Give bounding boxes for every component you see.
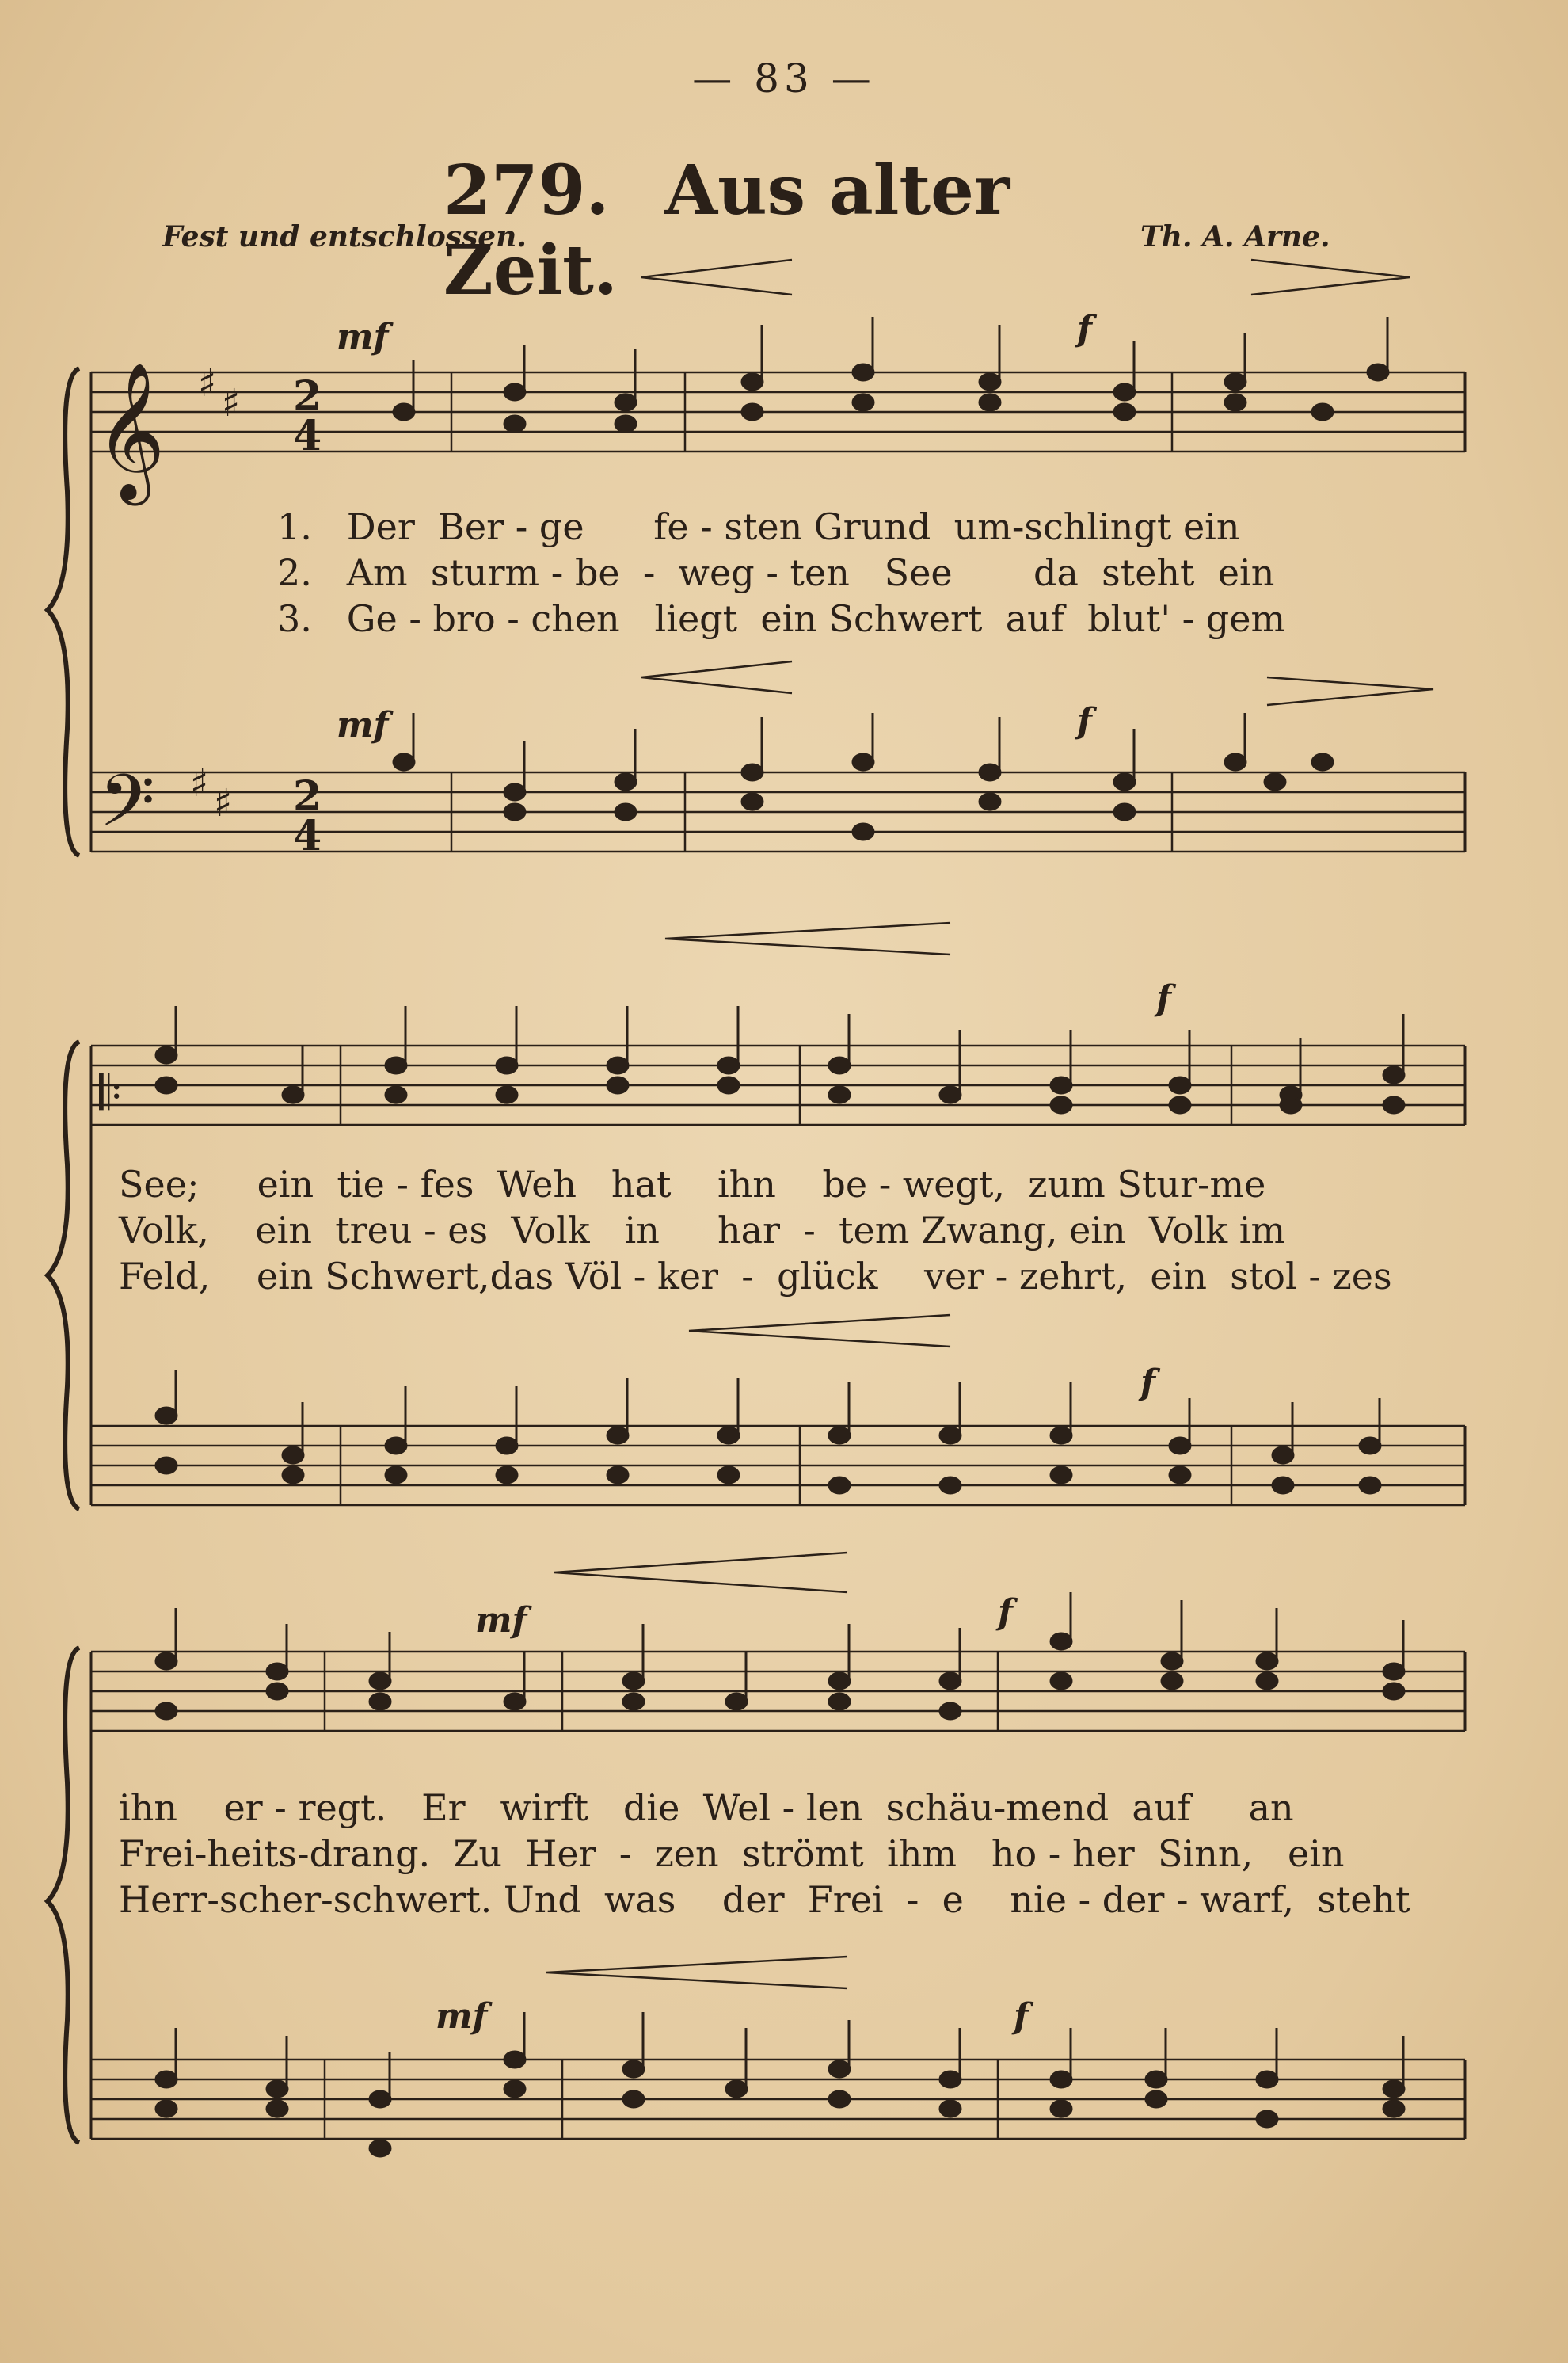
dynamic-f: f [1014, 1996, 1029, 2037]
staff-bass-2 [91, 1426, 1465, 1505]
dynamic-mf: mf [475, 1600, 527, 1641]
bass-clef-icon: 𝄢 [99, 759, 155, 860]
dynamic-mf: mf [337, 317, 389, 357]
dynamic-mf: mf [436, 1996, 488, 2037]
svg-text:4: 4 [293, 412, 322, 460]
lyric-verse-1-line-3: ihn er - regt. Er wirft die Wel - len schäu-mend auf an [119, 1786, 1294, 1829]
tempo-marking: Fest und entschlossen. [162, 220, 527, 253]
lyric-verse-1-line-1: 1. Der Ber - ge fe - sten Grund um-schlingt ein [277, 505, 1240, 548]
staff-bass-3 [91, 2060, 1465, 2139]
dynamic-f: f [1077, 309, 1092, 349]
svg-text:♯: ♯ [214, 781, 233, 825]
song-title: Aus alter Zeit. [443, 151, 1010, 311]
svg-text:𝄆: 𝄆 [99, 1065, 123, 1121]
treble-clef-icon: 𝄞 [95, 362, 166, 500]
lyric-verse-3-line-2: Feld, ein Schwert,das Völ - ker - glück ver - zehrt, ein stol - zes [119, 1255, 1392, 1298]
dynamic-f: f [1140, 1363, 1155, 1403]
song-number: 279. [443, 151, 610, 231]
composer: Th. A. Arne. [1140, 220, 1330, 253]
staff-treble-2 [91, 1046, 1465, 1125]
lyric-verse-2-line-3: Frei-heits-drang. Zu Her - zen strömt ihm ho - her Sinn, ein [119, 1832, 1345, 1875]
svg-text:♯: ♯ [222, 381, 241, 425]
dynamic-f: f [998, 1592, 1013, 1633]
dynamic-f: f [1077, 701, 1092, 741]
svg-text:4: 4 [293, 812, 322, 860]
svg-text:♯: ♯ [190, 761, 209, 806]
svg-text:2: 2 [293, 372, 322, 421]
lyric-verse-1-line-2: See; ein tie - fes Weh hat ihn be - wegt, zum Stur-me [119, 1163, 1266, 1206]
lyric-verse-3-line-3: Herr-scher-schwert. Und was der Frei - e nie - der - warf, steht [119, 1878, 1410, 1921]
lyric-verse-2-line-1: 2. Am sturm - be - weg - ten See da steht ein [277, 551, 1275, 594]
page-number: — 83 — [692, 55, 876, 101]
dynamic-f: f [1156, 978, 1171, 1019]
svg-text:♯: ♯ [198, 361, 217, 406]
lyric-verse-2-line-2: Volk, ein treu - es Volk in har - tem Zwang, ein Volk im [119, 1209, 1286, 1252]
dynamic-mf: mf [337, 705, 389, 745]
lyric-verse-3-line-1: 3. Ge - bro - chen liegt ein Schwert auf blut' - gem [277, 597, 1286, 640]
svg-text:2: 2 [293, 772, 322, 821]
